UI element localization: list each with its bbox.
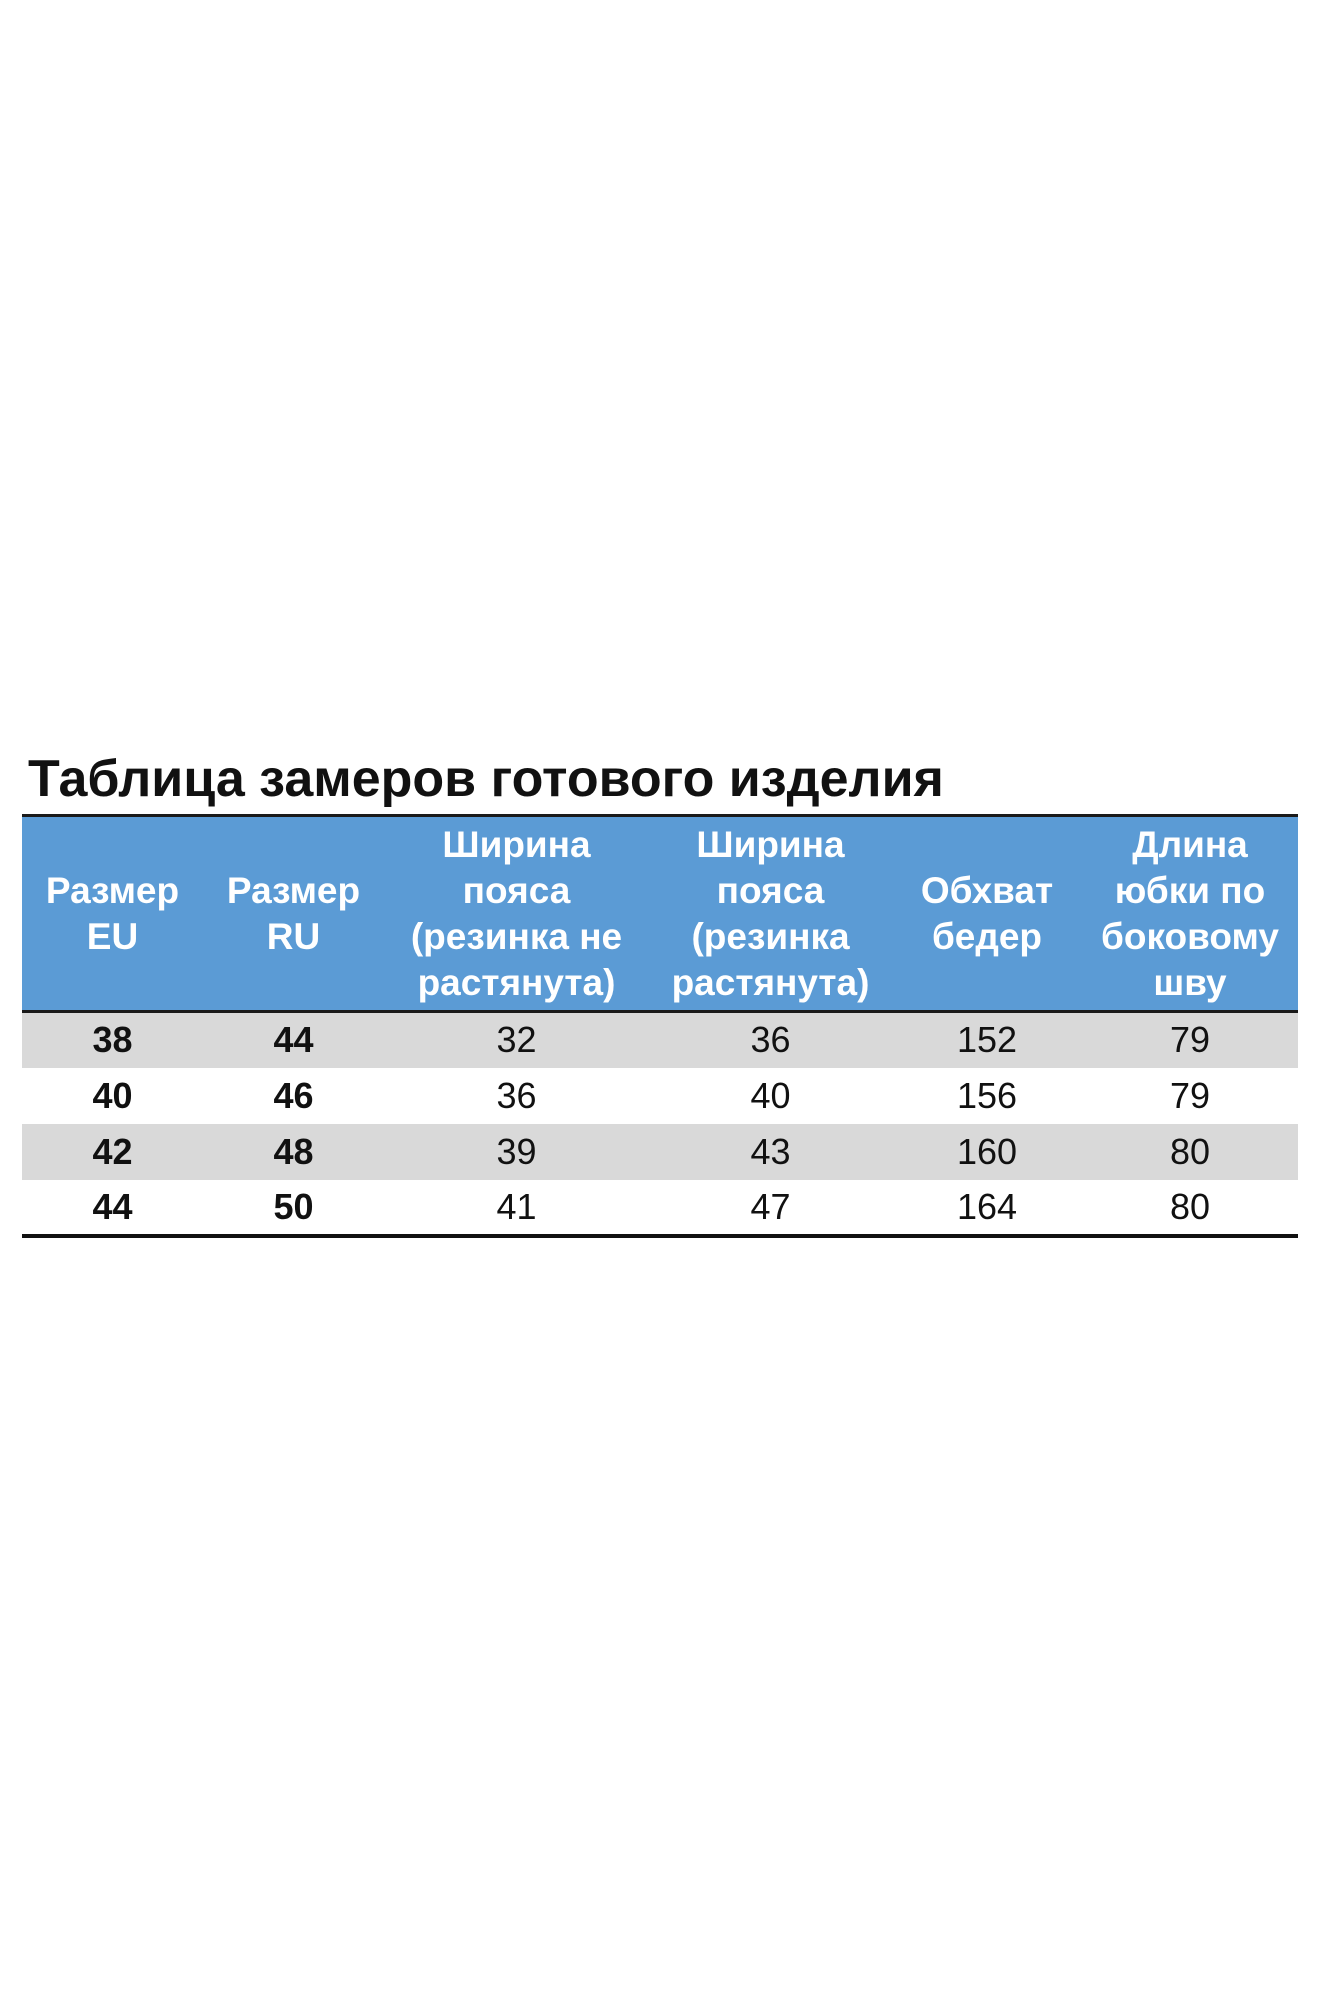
- cell-size-ru: 44: [203, 1012, 384, 1068]
- header-line: юбки по: [1114, 869, 1266, 911]
- table-row: [22, 1180, 1298, 1236]
- cell-waist-stretched: 40: [649, 1068, 892, 1124]
- cell-size-ru: 46: [203, 1068, 384, 1124]
- column-header-skirt-length: [1082, 816, 1298, 1012]
- header-line: бедер: [931, 915, 1043, 957]
- column-header-hip-girth: [892, 816, 1082, 1012]
- cell-hip-girth: 152: [892, 1012, 1082, 1068]
- header-line: пояса: [716, 869, 825, 911]
- column-header-size-ru: [203, 816, 384, 1012]
- header-line: Размер: [45, 869, 180, 911]
- header-line: Длина: [1132, 823, 1248, 865]
- header-line: Размер: [226, 869, 361, 911]
- table-row: [22, 1068, 1298, 1124]
- cell-waist-stretched: 43: [649, 1124, 892, 1180]
- cell-waist-stretched: 36: [649, 1012, 892, 1068]
- header-line: боковому: [1101, 915, 1279, 957]
- header-line: шву: [1153, 961, 1227, 1003]
- column-header-waist-relaxed: [384, 816, 649, 1012]
- header-line: Обхват: [920, 869, 1054, 911]
- header-line: Ширина: [442, 823, 591, 865]
- cell-hip-girth: 156: [892, 1068, 1082, 1124]
- header-line: RU: [266, 915, 321, 957]
- column-header-waist-stretched: [649, 816, 892, 1012]
- cell-size-eu: 44: [22, 1180, 203, 1236]
- header-line: EU: [86, 915, 139, 957]
- cell-skirt-length: 80: [1082, 1180, 1298, 1236]
- cell-skirt-length: 79: [1082, 1068, 1298, 1124]
- cell-waist-stretched: 47: [649, 1180, 892, 1236]
- header-line: пояса: [462, 869, 571, 911]
- cell-waist-relaxed: 39: [384, 1124, 649, 1180]
- cell-hip-girth: 164: [892, 1180, 1082, 1236]
- cell-size-eu: 42: [22, 1124, 203, 1180]
- cell-skirt-length: 79: [1082, 1012, 1298, 1068]
- measurements-table: [22, 814, 1298, 1238]
- header-line: Ширина: [696, 823, 845, 865]
- header-line: (резинка: [691, 915, 850, 957]
- cell-size-eu: 40: [22, 1068, 203, 1124]
- cell-skirt-length: 80: [1082, 1124, 1298, 1180]
- header-line: растянута): [671, 961, 870, 1003]
- table-title: Таблица замеров готового изделия: [28, 750, 944, 808]
- cell-size-eu: 38: [22, 1012, 203, 1068]
- table-row: [22, 1012, 1298, 1068]
- cell-hip-girth: 160: [892, 1124, 1082, 1180]
- cell-waist-relaxed: 32: [384, 1012, 649, 1068]
- header-line: (резинка не: [410, 915, 623, 957]
- column-header-size-eu: [22, 816, 203, 1012]
- header-row: [22, 816, 1298, 1012]
- header-line: растянута): [417, 961, 616, 1003]
- cell-size-ru: 50: [203, 1180, 384, 1236]
- cell-waist-relaxed: 41: [384, 1180, 649, 1236]
- cell-waist-relaxed: 36: [384, 1068, 649, 1124]
- table-row: [22, 1124, 1298, 1180]
- cell-size-ru: 48: [203, 1124, 384, 1180]
- size-chart: [22, 744, 1298, 1238]
